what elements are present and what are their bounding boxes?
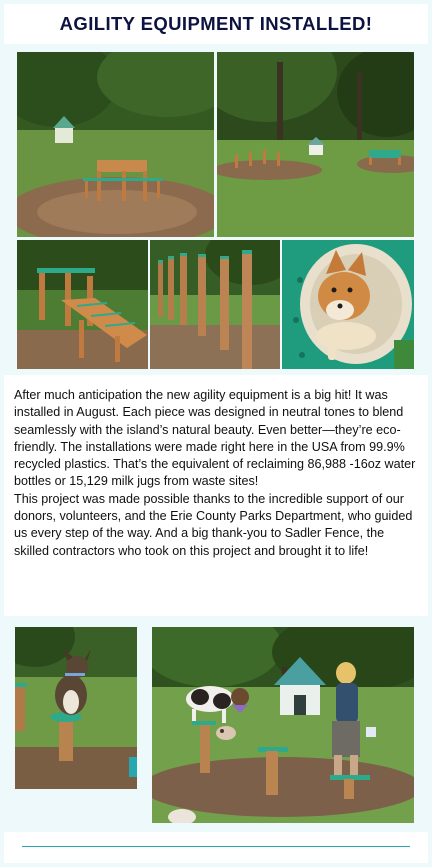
photo-a-frame-ramp bbox=[17, 240, 148, 369]
footer-card bbox=[4, 832, 428, 863]
photo-dogs-with-handler bbox=[152, 627, 414, 823]
page-title: AGILITY EQUIPMENT INSTALLED! bbox=[59, 13, 373, 34]
title-banner bbox=[4, 4, 428, 44]
article-text-card bbox=[4, 375, 428, 616]
photo-weave-poles-yard bbox=[217, 52, 414, 237]
article-body bbox=[14, 387, 418, 560]
photo-platform-and-doghouse bbox=[17, 52, 214, 237]
divider-line bbox=[22, 846, 410, 847]
paragraph-thanks: This project was made possible thanks to the incredible support of our donors, volunteers, and the Erie County Parks Department, who guided us every step of the way. And a big thank-you to Sadler Fence, the skilled contractors who took on this project and brought it to life! bbox=[14, 491, 413, 558]
photo-upright-posts bbox=[150, 240, 280, 369]
photo-dog-on-post bbox=[15, 627, 137, 789]
paragraph-installation: After much anticipation the new agility equipment is a big hit! It was installed in August. Each piece was designed in neutral tones to blend seamlessly with the island’s natural beauty. Even better—they’re eco-friendly. The installations were made right here in the USA from 99.9% recycled plastics. That’s the equivalent of reclaiming 86,988 -16oz water bottles or 15,129 milk jugs from waste sites! bbox=[14, 388, 416, 489]
photo-dog-in-tunnel bbox=[282, 240, 414, 369]
